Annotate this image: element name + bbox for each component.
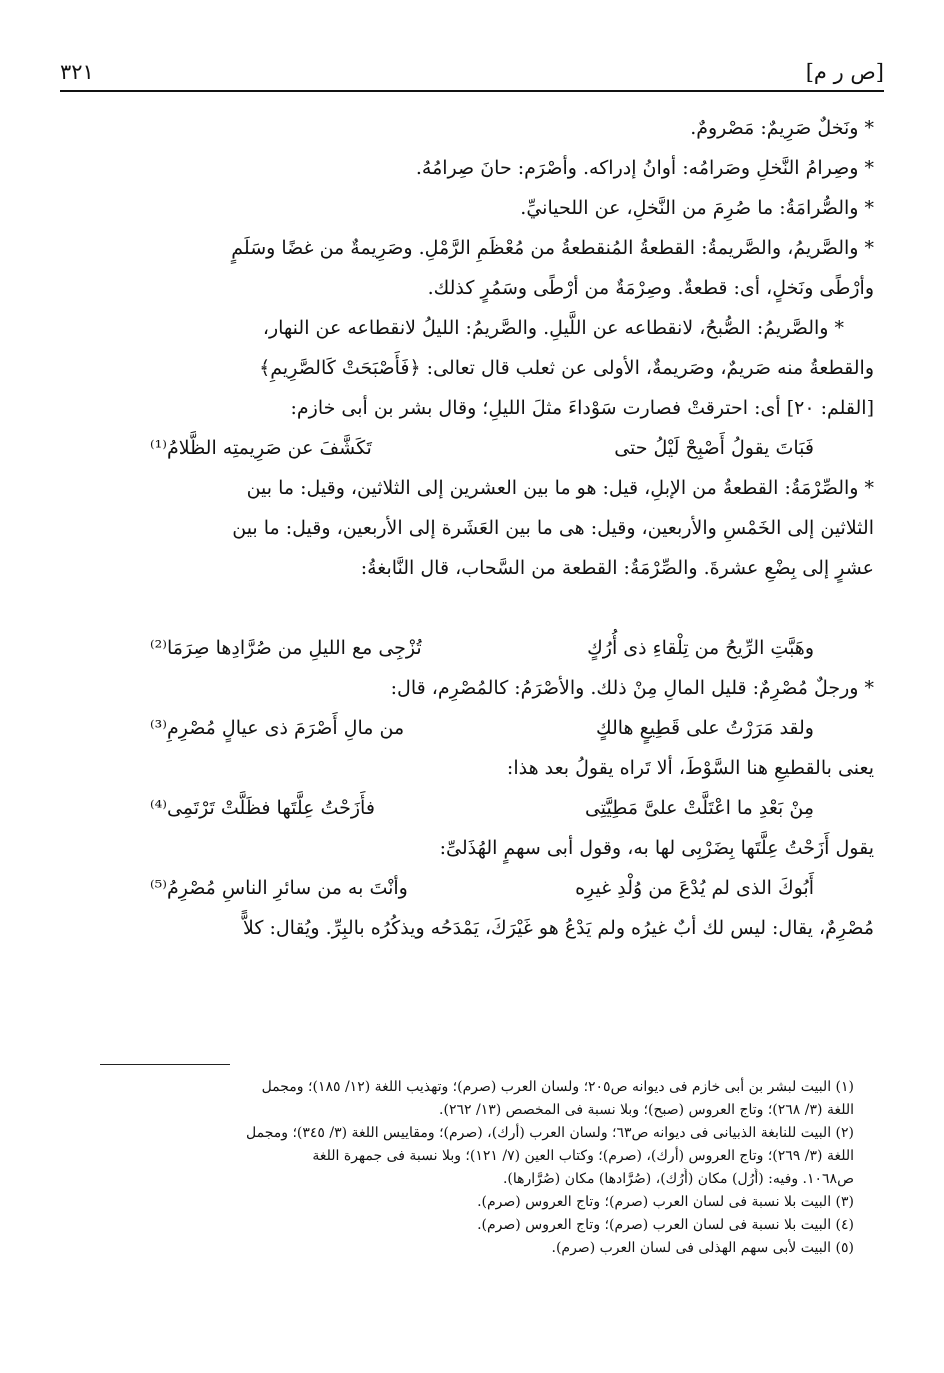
text-line: * والصِّرْمَةُ: القطعةُ من الإبلِ، قيل: هو ما بين العشرين إلى الثلاثين، وقيل: ما بين	[246, 477, 874, 499]
verse-1	[90, 428, 874, 468]
text-line: مُصْرِمٌ، يقال: ليس لك أبٌ غيرُه ولم يَدْعُ هو غَيْرَكَ، يَمْدَحُه ويذكُرُه بالبِرِّ. ويُقال: كلاًّ	[243, 917, 874, 939]
verse-hemistich-first: ولقد مَرَرْتُ على قَطِيعٍ هالكٍ	[595, 717, 814, 739]
footnote-line: (١) البيت لبشر بن أبى خازم فى ديوانه ص٢٠٥؛ ولسان العرب (صرم)؛ وتهذيب اللغة (١٢/ ١٨٥)؛ ومجمل	[261, 1079, 854, 1095]
header-rule	[60, 90, 884, 92]
footnote-line: اللغة (٣/ ٢٦٩)؛ وتاج العروس (أرك)، (صرم)؛ وكتاب العين (٧/ ١٢١)؛ وبلا نسبة فى جمهرة اللغة	[312, 1148, 854, 1164]
footnote-line: (٥) البيت لأبى سهم الهذلى فى لسان العرب (صرم).	[551, 1240, 854, 1256]
page-number: ٣٢١	[60, 60, 94, 84]
verse-hemistich-first: أَبُوكَ الذى لم يُدْعَ من وُلْدِ غيرِه	[575, 877, 814, 899]
verse-hemistich-first: فَبَاتَ يقولُ أَصْبِحْ لَيْلُ حتى	[614, 437, 814, 459]
text-line: * والصَّريمُ، والصَّريمةُ: القطعةُ المُنقطعةُ من مُعْظَمِ الرَّمْلِ. وصَرِيمةٌ من غضًا وسَلَمٍ	[231, 237, 874, 259]
running-head: [ص ر م]	[805, 60, 884, 84]
text-line	[90, 588, 874, 628]
text-line: الثلاثين إلى الخَمْسِ والأربعين، وقيل: هى ما بين العَشَرة إلى الأربعين، وقيل: ما بين	[232, 517, 874, 539]
verse-hemistich-second: من مالِ أَصْرَمَ ذى عيالٍ مُصْرِمِ⁽³⁾	[150, 717, 405, 739]
verse-hemistich-second: وأنْتَ به من سائرِ الناسِ مُصْرِمُ⁽⁵⁾	[150, 877, 408, 899]
text-line: * والصُّرامَةُ: ما صُرِمَ من النَّخلِ، عن اللحيانيِّ.	[520, 197, 874, 219]
text-line: * ونَخلٌ صَرِيمٌ: مَصْرومٌ.	[690, 117, 874, 139]
verse-hemistich-second: تَكَشَّفَ عن صَرِيمتِه الظَّلامُ⁽¹⁾	[150, 437, 372, 459]
page-header	[60, 50, 884, 90]
text-line: وأرْطًى ونَخلٍ، أى: قطعةٌ. وصِرْمَةٌ من أرْطًى وسَمُرٍ كذلك.	[427, 277, 874, 299]
verse-3	[90, 708, 874, 748]
text-line: * وصِرامُ النَّخلِ وصَرامُه: أوانُ إدراكه. وأصْرَم: حانَ صِرامُهُ.	[415, 157, 874, 179]
text-line: عشرٍ إلى بِضْعِ عشرةَ. والصِّرْمَةُ: القطعة من السَّحاب، قال النَّابغةُ:	[360, 557, 874, 579]
text-line: والقطعةُ منه صَريمٌ، وصَريمةٌ، الأولى عن ثعلب قال تعالى: ﴿فَأَصْبَحَتْ كَالصَّرِيمِ﴾	[259, 357, 874, 379]
verse-5	[90, 868, 874, 908]
text-line: يقول أَزَحْتُ عِلَّتَها بِضَرْبِى لها به، وقول أبى سهمٍ الهُذَلىِّ:	[439, 837, 874, 859]
text-line: يعنى بالقطيعِ هنا السَّوْطَ، ألا تَراه يقولُ بعد هذا:	[506, 757, 874, 779]
verse-hemistich-second: فأَزَحْتُ عِلَّتَها فظَلَّتْ تَرْتَمِى⁽⁴⁾	[150, 797, 375, 819]
verse-hemistich-first: وهَبَّتِ الرِّيحُ من تِلْقاءِ ذى أُرُكٍ	[587, 637, 814, 659]
footnote-line: ص١٠٦٨. وفيه: (أُرُل) مكان (أُرُك)، (صُرَّادها) مكان (صُرَّارها).	[502, 1171, 854, 1187]
verse-hemistich-first: مِنْ بَعْدِ ما اعْتَلَّتْ علىَّ مَطِيَّتِى	[584, 797, 814, 819]
footnotes	[100, 1076, 854, 1260]
verse-hemistich-second: تُزْجِى مع الليلِ من صُرَّادِها صِرَمَا⁽²⁾	[150, 637, 422, 659]
main-text	[90, 108, 874, 948]
footnote-separator	[100, 1064, 230, 1065]
footnote-line: (٤) البيت بلا نسبة فى لسان العرب (صرم)؛ وتاج العروس (صرم).	[477, 1217, 854, 1233]
text-line: [القلم: ٢٠] أى: احترقتْ فصارت سَوْداءَ مثلَ الليلِ؛ وقال بشر بن أبى خازم:	[290, 397, 874, 419]
footnote-line: (٣) البيت بلا نسبة فى لسان العرب (صرم)؛ وتاج العروس (صرم).	[477, 1194, 854, 1210]
text-line: * والصَّريمُ: الصُّبحُ، لانقطاعه عن اللَّيلِ. والصَّريمُ: الليلُ لانقطاعه عن النهار،	[262, 317, 844, 339]
verse-2	[90, 628, 874, 668]
footnote-line: اللغة (٣/ ٢٦٨)؛ وتاج العروس (صبح)؛ وبلا نسبة فى المخصص (١٣/ ٢٦٢).	[439, 1102, 854, 1118]
verse-4	[90, 788, 874, 828]
footnote-line: (٢) البيت للنابغة الذبيانى فى ديوانه ص٦٣؛ ولسان العرب (أرك)، (صرم)؛ ومقاييس اللغة (٣/ ٣٤٥)؛ ومجمل	[246, 1125, 854, 1141]
text-line: * ورجلٌ مُصْرِمٌ: قليل المالِ مِنْ ذلك. والأصْرَمُ: كالمُصْرِم، قال:	[390, 677, 874, 699]
